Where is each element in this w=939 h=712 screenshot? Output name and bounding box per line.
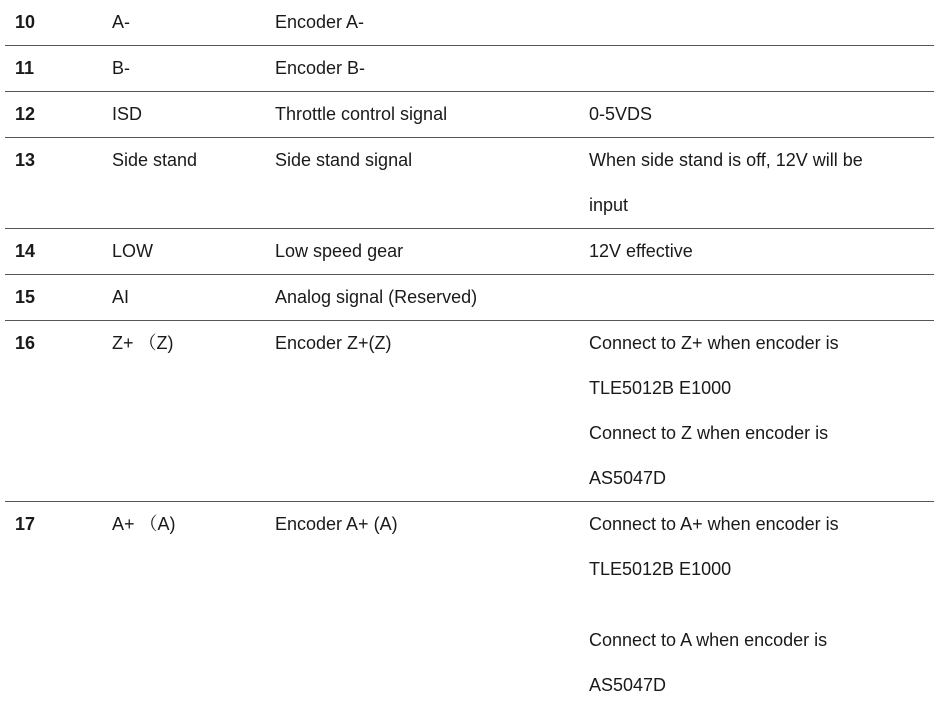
note-line: TLE5012B E1000: [589, 378, 732, 398]
table-row: [5, 320, 934, 501]
note-line: 12V effective: [589, 241, 693, 261]
pin-function: Encoder B-: [275, 58, 366, 78]
table-row: [5, 91, 934, 137]
pin-notes: [589, 229, 693, 274]
pin-notes: [589, 138, 863, 228]
note-line: AS5047D: [589, 468, 667, 488]
pin-number: 11: [15, 58, 35, 78]
pin-function: Encoder A+ (A): [275, 514, 398, 534]
pin-function: Throttle control signal: [275, 104, 448, 124]
pin-function: Encoder A-: [275, 12, 365, 32]
table-row: [5, 45, 934, 91]
pin-name: A+ （A): [112, 514, 176, 534]
pin-name: ISD: [112, 104, 143, 124]
pin-function: Side stand signal: [275, 150, 413, 170]
note-line: input: [589, 195, 629, 215]
pin-name: AI: [112, 287, 130, 307]
pin-number: 12: [15, 104, 36, 124]
paragraph-gap: [589, 592, 839, 618]
pin-number: 13: [15, 150, 36, 170]
note-line: AS5047D: [589, 675, 667, 695]
note-line: 0-5VDS: [589, 104, 653, 124]
pin-number: 15: [15, 287, 36, 307]
note-line: Connect to Z when encoder is: [589, 423, 829, 443]
pin-notes: [589, 321, 839, 501]
note-line: TLE5012B E1000: [589, 559, 732, 579]
pin-function: Analog signal (Reserved): [275, 287, 478, 307]
note-line: Connect to Z+ when encoder is: [589, 333, 839, 353]
table-row: [5, 501, 934, 712]
pin-number: 16: [15, 333, 36, 353]
pin-function: Encoder Z+(Z): [275, 333, 392, 353]
pin-name: LOW: [112, 241, 154, 261]
pin-name: A-: [112, 12, 130, 32]
pin-number: 17: [15, 514, 36, 534]
note-line: Connect to A when encoder is: [589, 630, 828, 650]
note-line: Connect to A+ when encoder is: [589, 514, 839, 534]
pin-name: Z+ （Z): [112, 333, 174, 353]
note-line: When side stand is off, 12V will be: [589, 150, 863, 170]
pin-name: Side stand: [112, 150, 198, 170]
table-row: [5, 0, 934, 45]
pin-number: 10: [15, 12, 36, 32]
table-row: [5, 137, 934, 228]
pin-function: Low speed gear: [275, 241, 404, 261]
pin-definition-table: [5, 0, 934, 712]
pin-notes: [589, 92, 652, 137]
table-row: [5, 228, 934, 274]
pin-notes: [589, 502, 839, 708]
pin-number: 14: [15, 241, 36, 261]
pin-name: B-: [112, 58, 130, 78]
table-row: [5, 274, 934, 320]
